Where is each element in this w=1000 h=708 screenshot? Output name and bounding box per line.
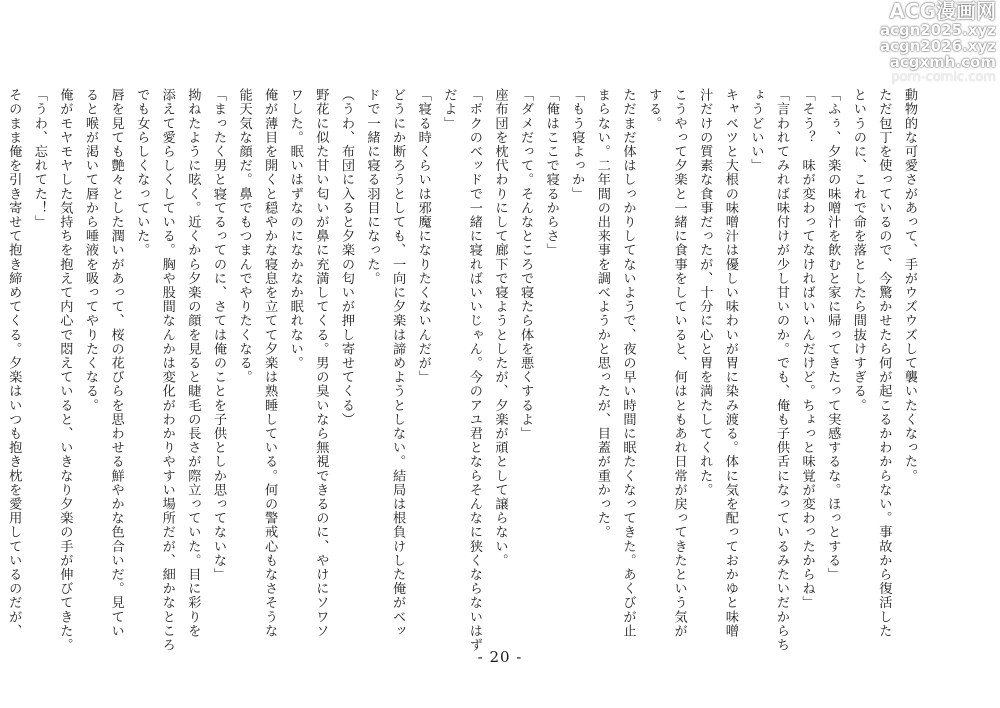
text-line: 汁だけの質素な食事だったが、十分に心と胃を満たしてくれた。 bbox=[697, 88, 713, 497]
text-line: というのに、これで命を落としたら間抜けすぎる。 bbox=[850, 88, 866, 413]
text-line: どうにか断ろうとしても、一向に夕楽は諦めようとしない。結局は根負けした俺がベッ bbox=[390, 88, 406, 638]
watermark-line: ACG漫画网 bbox=[889, 0, 996, 23]
page-number: - 20 - bbox=[477, 648, 523, 666]
text-line: （うわ、布団に入ると夕楽の匂いが押し寄せてくる） bbox=[338, 88, 354, 427]
text-line: こうやって夕楽と一緒に食事をしていると、何はともあれ日常が戻ってきたという気が bbox=[671, 88, 687, 638]
text-line: ドで一緒に寝る羽目になった。 bbox=[364, 88, 380, 286]
text-line bbox=[0, 88, 1, 628]
text-line: 唇を見ても艶々とした潤いがあって、桜の花びらを思わせる鮮やかな色合いだ。見てい bbox=[108, 88, 124, 638]
text-line: 「ボクのベッドで一緒に寝ればいいじゃん。今のアユ君とならそんなに狭くならないはず bbox=[466, 88, 482, 652]
watermark-line: acgn2025.xyz bbox=[879, 21, 996, 39]
text-line: 「寝る時くらいは邪魔になりたくないんだが」 bbox=[415, 88, 431, 385]
text-line: 「うわ、忘れてた！」 bbox=[31, 88, 47, 229]
text-line: まらない。二年間の出来事を調べようかと思ったが、目蓋が重かった。 bbox=[594, 88, 610, 540]
text-line: 拗ねたように呟く。近くから夕楽の顔を見ると睫毛の長さが際立っていた。目に彩りを bbox=[185, 88, 201, 638]
text-line: 座布団を枕代わりにして廊下で寝ようとしたが、夕楽が頑として譲らない。 bbox=[492, 88, 508, 568]
text-line: 「そう？ 味が変わってなければいいんだけど。ちょっと味覚が変わったからね」 bbox=[799, 88, 815, 610]
text-line: 添えて愛らしくしている。胸や股間なんかは変化がわかりやすい場所だが、細かなところ bbox=[159, 88, 175, 652]
text-line: ると喉が渇いて唇から唾液を吸ってやりたくなる。 bbox=[83, 88, 98, 413]
text-line: でも女らしくなっていた。 bbox=[134, 88, 150, 258]
vertical-text-body bbox=[6, 88, 922, 652]
watermark-line: porn-comic.com bbox=[891, 70, 996, 85]
text-line: ただ包丁を使っているので、今驚かせたら何が起こるかわからない。事故から復活した bbox=[876, 88, 892, 638]
text-line: キャベツと大根の味噌汁は優しい味わいが胃に染み渡る。体に気を配っておかゆと味噌 bbox=[722, 88, 738, 638]
text-line: 俺がモヤモヤした気持ちを抱えて内心で悶えていると、いきなり夕楽の手が伸びてきた。 bbox=[57, 88, 73, 652]
text-line: 「言われてみれば味付けが少し甘いのか。でも、俺も子供舌になっているみたいだからち bbox=[774, 88, 790, 652]
text-line: ょうどいい」 bbox=[748, 88, 764, 173]
watermark bbox=[806, 0, 996, 86]
text-line: 「ふぅ、夕楽の味噌汁を飲むと家に帰ってきたって実感するな。ほっとする」 bbox=[825, 88, 841, 582]
text-line: 「まったく男と寝てるってのに、さては俺のことを子供としか思ってないな」 bbox=[210, 88, 226, 582]
text-line: 動物的な可愛さがあって、手がウズウズして襲いたくなった。 bbox=[902, 88, 917, 483]
text-line: 俺が薄目を開くと穏やかな寝息を立てて夕楽は熟睡している。何の警戒心もなさそうな bbox=[262, 88, 278, 638]
text-line: だよ」 bbox=[441, 88, 457, 131]
watermark-line: acgxmh.com bbox=[889, 53, 996, 71]
text-line: そのまま俺を引き寄せて抱き締めてくる。夕楽はいつも抱き枕を愛用しているのだが、 bbox=[6, 88, 22, 638]
text-line: 「俺はここで寝るからさ」 bbox=[543, 88, 559, 258]
text-line: 「ダメだって。そんなところで寝たら体を悪くするよ」 bbox=[518, 88, 534, 441]
text-line: ワした。眠いはずなのになかなか眠れない。 bbox=[287, 88, 303, 370]
text-line: する。 bbox=[646, 88, 662, 131]
text-line: 能天気な顔だ。鼻でもつまんでやりたくなる。 bbox=[236, 88, 252, 385]
text-line: 野花に似た甘い匂いが鼻に充満してくる。男の臭いなら無視できるのに、やけにソワソ bbox=[313, 88, 329, 638]
text-line: 「もう寝よっか」 bbox=[569, 88, 585, 201]
watermark-line: acgn2026.xyz bbox=[879, 37, 996, 55]
text-line: ただまだ体はしっかりしてないようで、夜の早い時間に眠たくなってきた。あくびが止 bbox=[620, 88, 636, 638]
